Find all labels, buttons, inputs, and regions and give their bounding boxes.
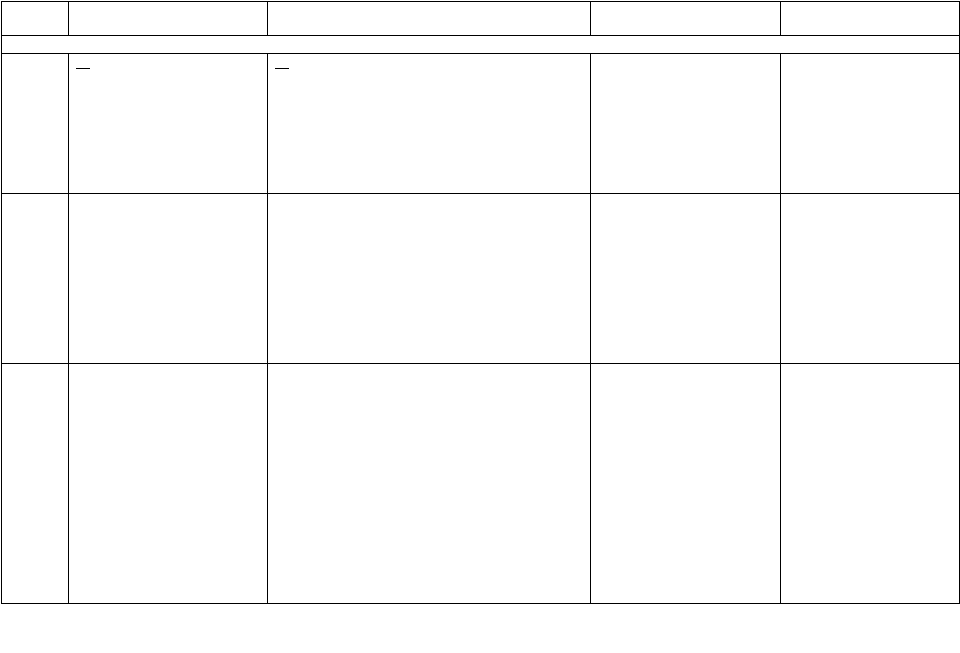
header-row — [2, 2, 960, 36]
header-lesson — [2, 2, 69, 36]
header-speaking — [591, 2, 781, 36]
header-songs — [781, 2, 960, 36]
lesson-row-3 — [2, 364, 960, 604]
lesson-number — [2, 194, 69, 364]
songs-list — [781, 54, 959, 60]
speaking-list — [591, 54, 780, 60]
lesson-plan-table — [1, 1, 960, 604]
associations-list — [268, 364, 590, 370]
lesson-number — [2, 364, 69, 604]
lesson-row-2 — [2, 194, 960, 364]
header-associations — [268, 2, 591, 36]
songs-list — [781, 194, 959, 200]
language-list — [69, 364, 267, 370]
speaking-list — [591, 194, 780, 200]
speaking-list — [591, 364, 780, 370]
associations-list — [268, 194, 590, 200]
songs-list — [781, 364, 959, 370]
chapter-row — [2, 36, 960, 54]
language-list — [69, 194, 267, 200]
lesson-number — [2, 54, 69, 194]
lesson-row-1 — [2, 54, 960, 194]
associations-list — [268, 54, 590, 60]
language-list — [69, 54, 267, 60]
header-language — [69, 2, 268, 36]
chapter-title — [2, 36, 960, 54]
